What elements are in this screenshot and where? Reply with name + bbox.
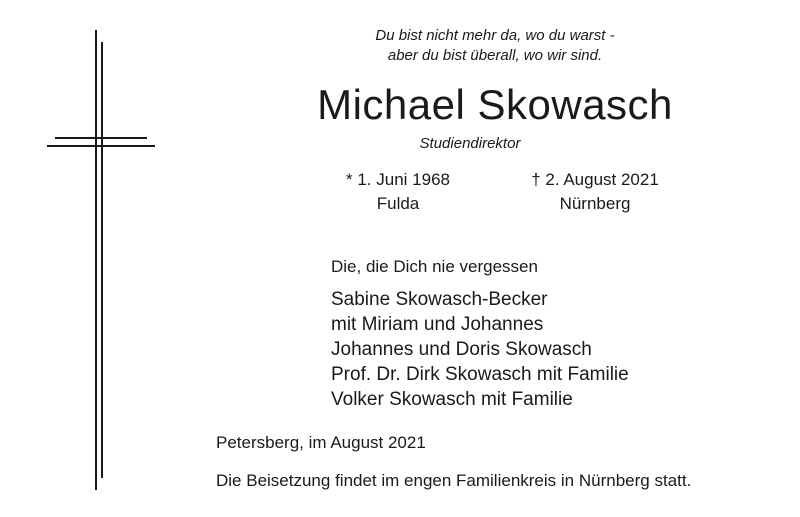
death-date: † 2. August 2021 (531, 170, 659, 189)
mourner-line: Volker Skowasch mit Familie (331, 389, 573, 410)
memorial-verse (300, 26, 690, 66)
latin-cross-icon (45, 30, 157, 490)
death-place: Nürnberg (559, 194, 631, 213)
birth-info (318, 168, 478, 216)
mourners-intro: Die, die Dich nie vergessen (331, 257, 538, 276)
funeral-note: Die Beisetzung findet im engen Familienkreis in Nürnberg statt. (216, 471, 692, 490)
verse-line: aber du bist überall, wo wir sind. (387, 47, 603, 64)
death-info (495, 168, 695, 216)
mourner-line: Johannes und Doris Skowasch (331, 339, 592, 360)
mourner-line: Sabine Skowasch-Becker (331, 289, 548, 310)
place-date: Petersberg, im August 2021 (216, 433, 426, 452)
mourners-list (331, 287, 629, 412)
deceased-title: Studiendirektor (419, 135, 521, 152)
deceased-name: Michael Skowasch (317, 81, 673, 128)
verse-line: Du bist nicht mehr da, wo du warst - (375, 27, 615, 44)
birth-date: * 1. Juni 1968 (346, 170, 450, 189)
mourner-line: Prof. Dr. Dirk Skowasch mit Familie (331, 364, 629, 385)
birth-place: Fulda (376, 194, 420, 213)
mourner-line: mit Miriam und Johannes (331, 314, 544, 335)
